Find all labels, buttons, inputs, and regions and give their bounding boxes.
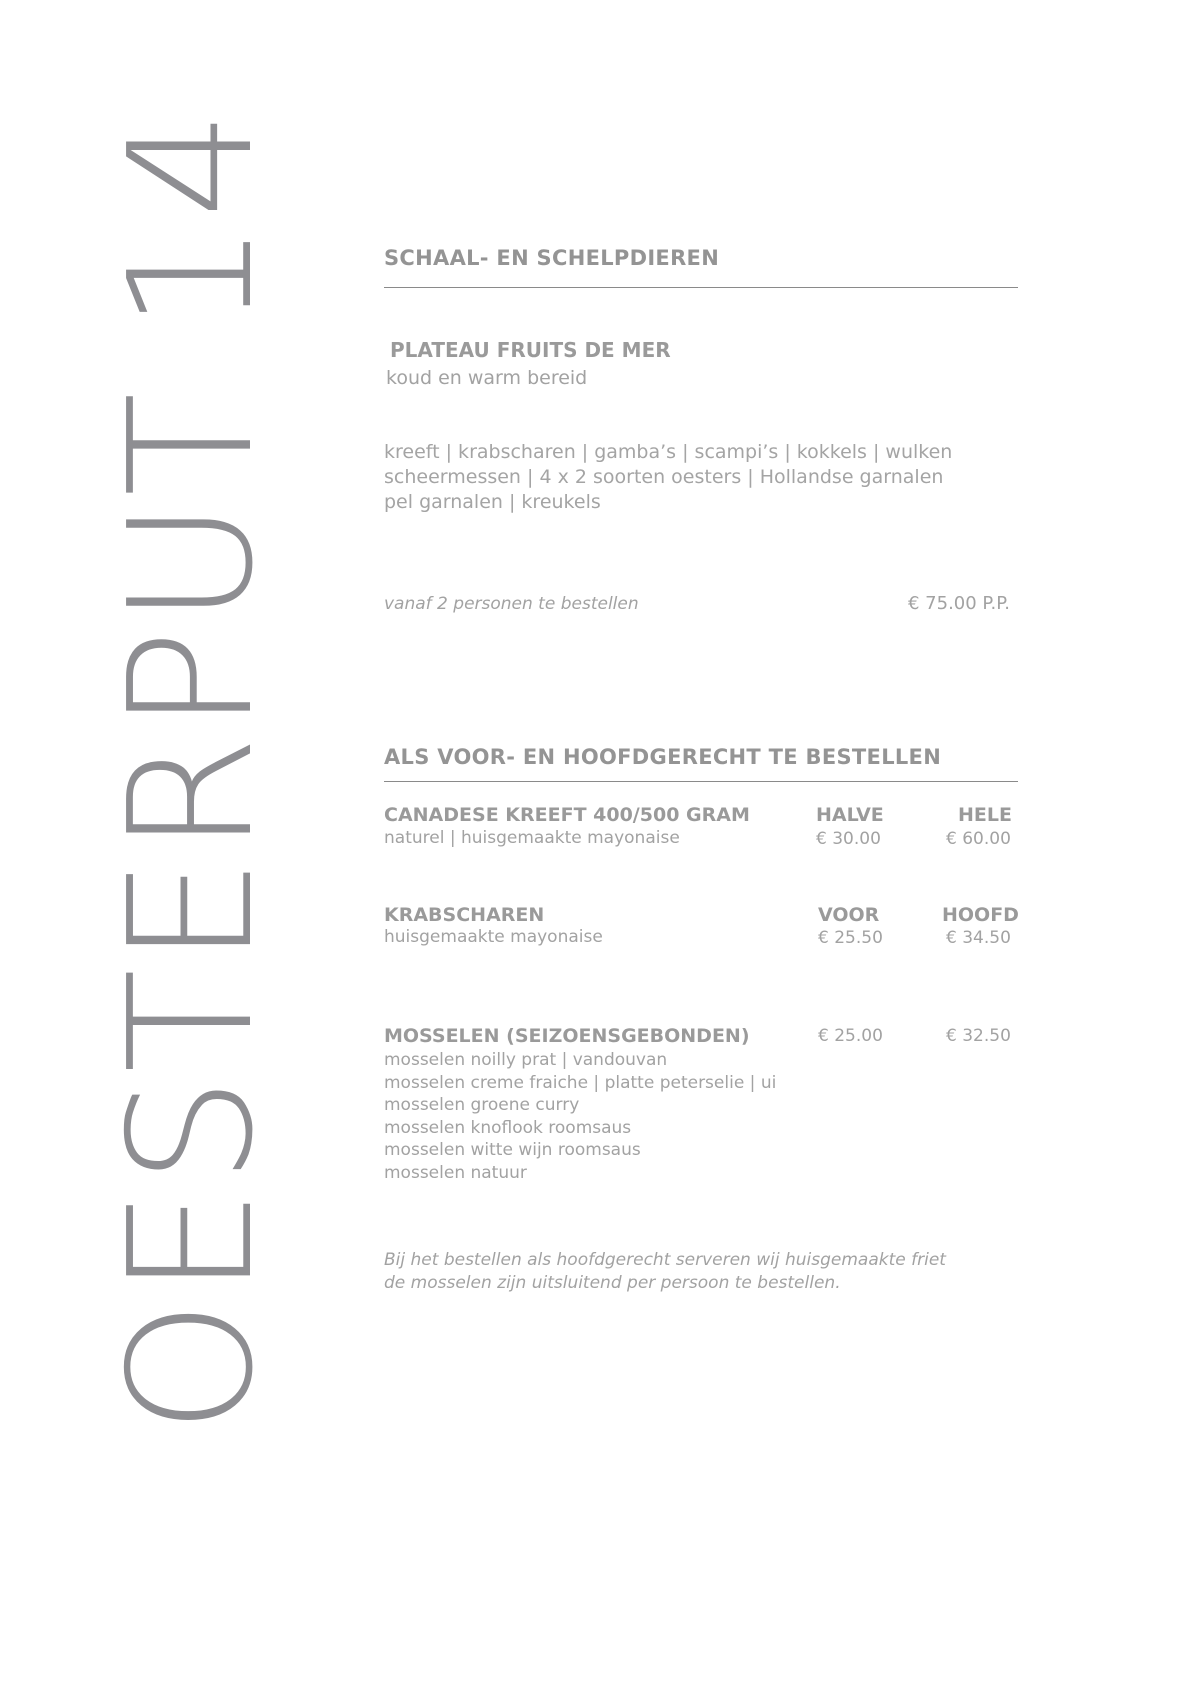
section-title-starters-mains: ALS VOOR- EN HOOFDGERECHT TE BESTELLEN (384, 745, 942, 769)
footnote-line: de mosselen zijn uitsluitend per persoon te bestellen. (384, 1273, 841, 1293)
plateau-line: scheermessen | 4 x 2 soorten oesters | Hollandse garnalen (384, 466, 944, 488)
kreeft-price-whole: € 60.00 (946, 829, 1011, 849)
section-divider (384, 781, 1018, 782)
footnote-line: Bij het bestellen als hoofdgerecht serveren wij huisgemaakte friet (384, 1250, 946, 1270)
mosselen-price-starter: € 25.00 (818, 1026, 883, 1046)
kreeft-col-half: HALVE (816, 804, 884, 826)
mosselen-title: MOSSELEN (SEIZOENSGEBONDEN) (384, 1025, 750, 1047)
mosselen-variant: mosselen witte wijn roomsaus (384, 1140, 641, 1160)
krab-desc: huisgemaakte mayonaise (384, 927, 603, 947)
plateau-ingredients (384, 440, 952, 515)
mosselen-variant: mosselen noilly prat | vandouvan (384, 1050, 668, 1070)
kreeft-title: CANADESE KREEFT 400/500 GRAM (384, 804, 750, 826)
kreeft-desc: naturel | huisgemaakte mayonaise (384, 828, 680, 848)
krab-title: KRABSCHAREN (384, 904, 545, 926)
mosselen-variant: mosselen groene curry (384, 1095, 580, 1115)
krab-price-starter: € 25.50 (818, 928, 883, 948)
brand-title: OESTERPUT 14 (93, 106, 291, 1434)
plateau-line: kreeft | krabscharen | gamba’s | scampi’s | kokkels | wulken (384, 441, 953, 463)
plateau-title: PLATEAU FRUITS DE MER (390, 338, 671, 362)
kreeft-price-half: € 30.00 (816, 829, 881, 849)
section-divider (384, 287, 1018, 288)
plateau-note: vanaf 2 personen te bestellen (384, 594, 639, 614)
krab-price-main: € 34.50 (946, 928, 1011, 948)
mosselen-variants (384, 1049, 776, 1184)
plateau-price: € 75.00 P.P. (908, 593, 1010, 614)
kreeft-col-whole: HELE (958, 804, 1012, 826)
section-title-shellfish: SCHAAL- EN SCHELPDIEREN (384, 246, 720, 270)
mosselen-price-main: € 32.50 (946, 1026, 1011, 1046)
mosselen-variant: mosselen knoflook roomsaus (384, 1117, 632, 1138)
mosselen-variant: mosselen natuur (384, 1162, 527, 1183)
krab-col-main: HOOFD (942, 904, 1019, 926)
menu-content (384, 0, 1024, 1699)
plateau-line: pel garnalen | kreukels (384, 491, 601, 513)
plateau-subtitle: koud en warm bereid (386, 367, 588, 389)
mosselen-variant: mosselen creme fraiche | platte peterselie | ui (384, 1072, 777, 1093)
krab-col-starter: VOOR (818, 904, 880, 926)
footnote (384, 1249, 946, 1295)
